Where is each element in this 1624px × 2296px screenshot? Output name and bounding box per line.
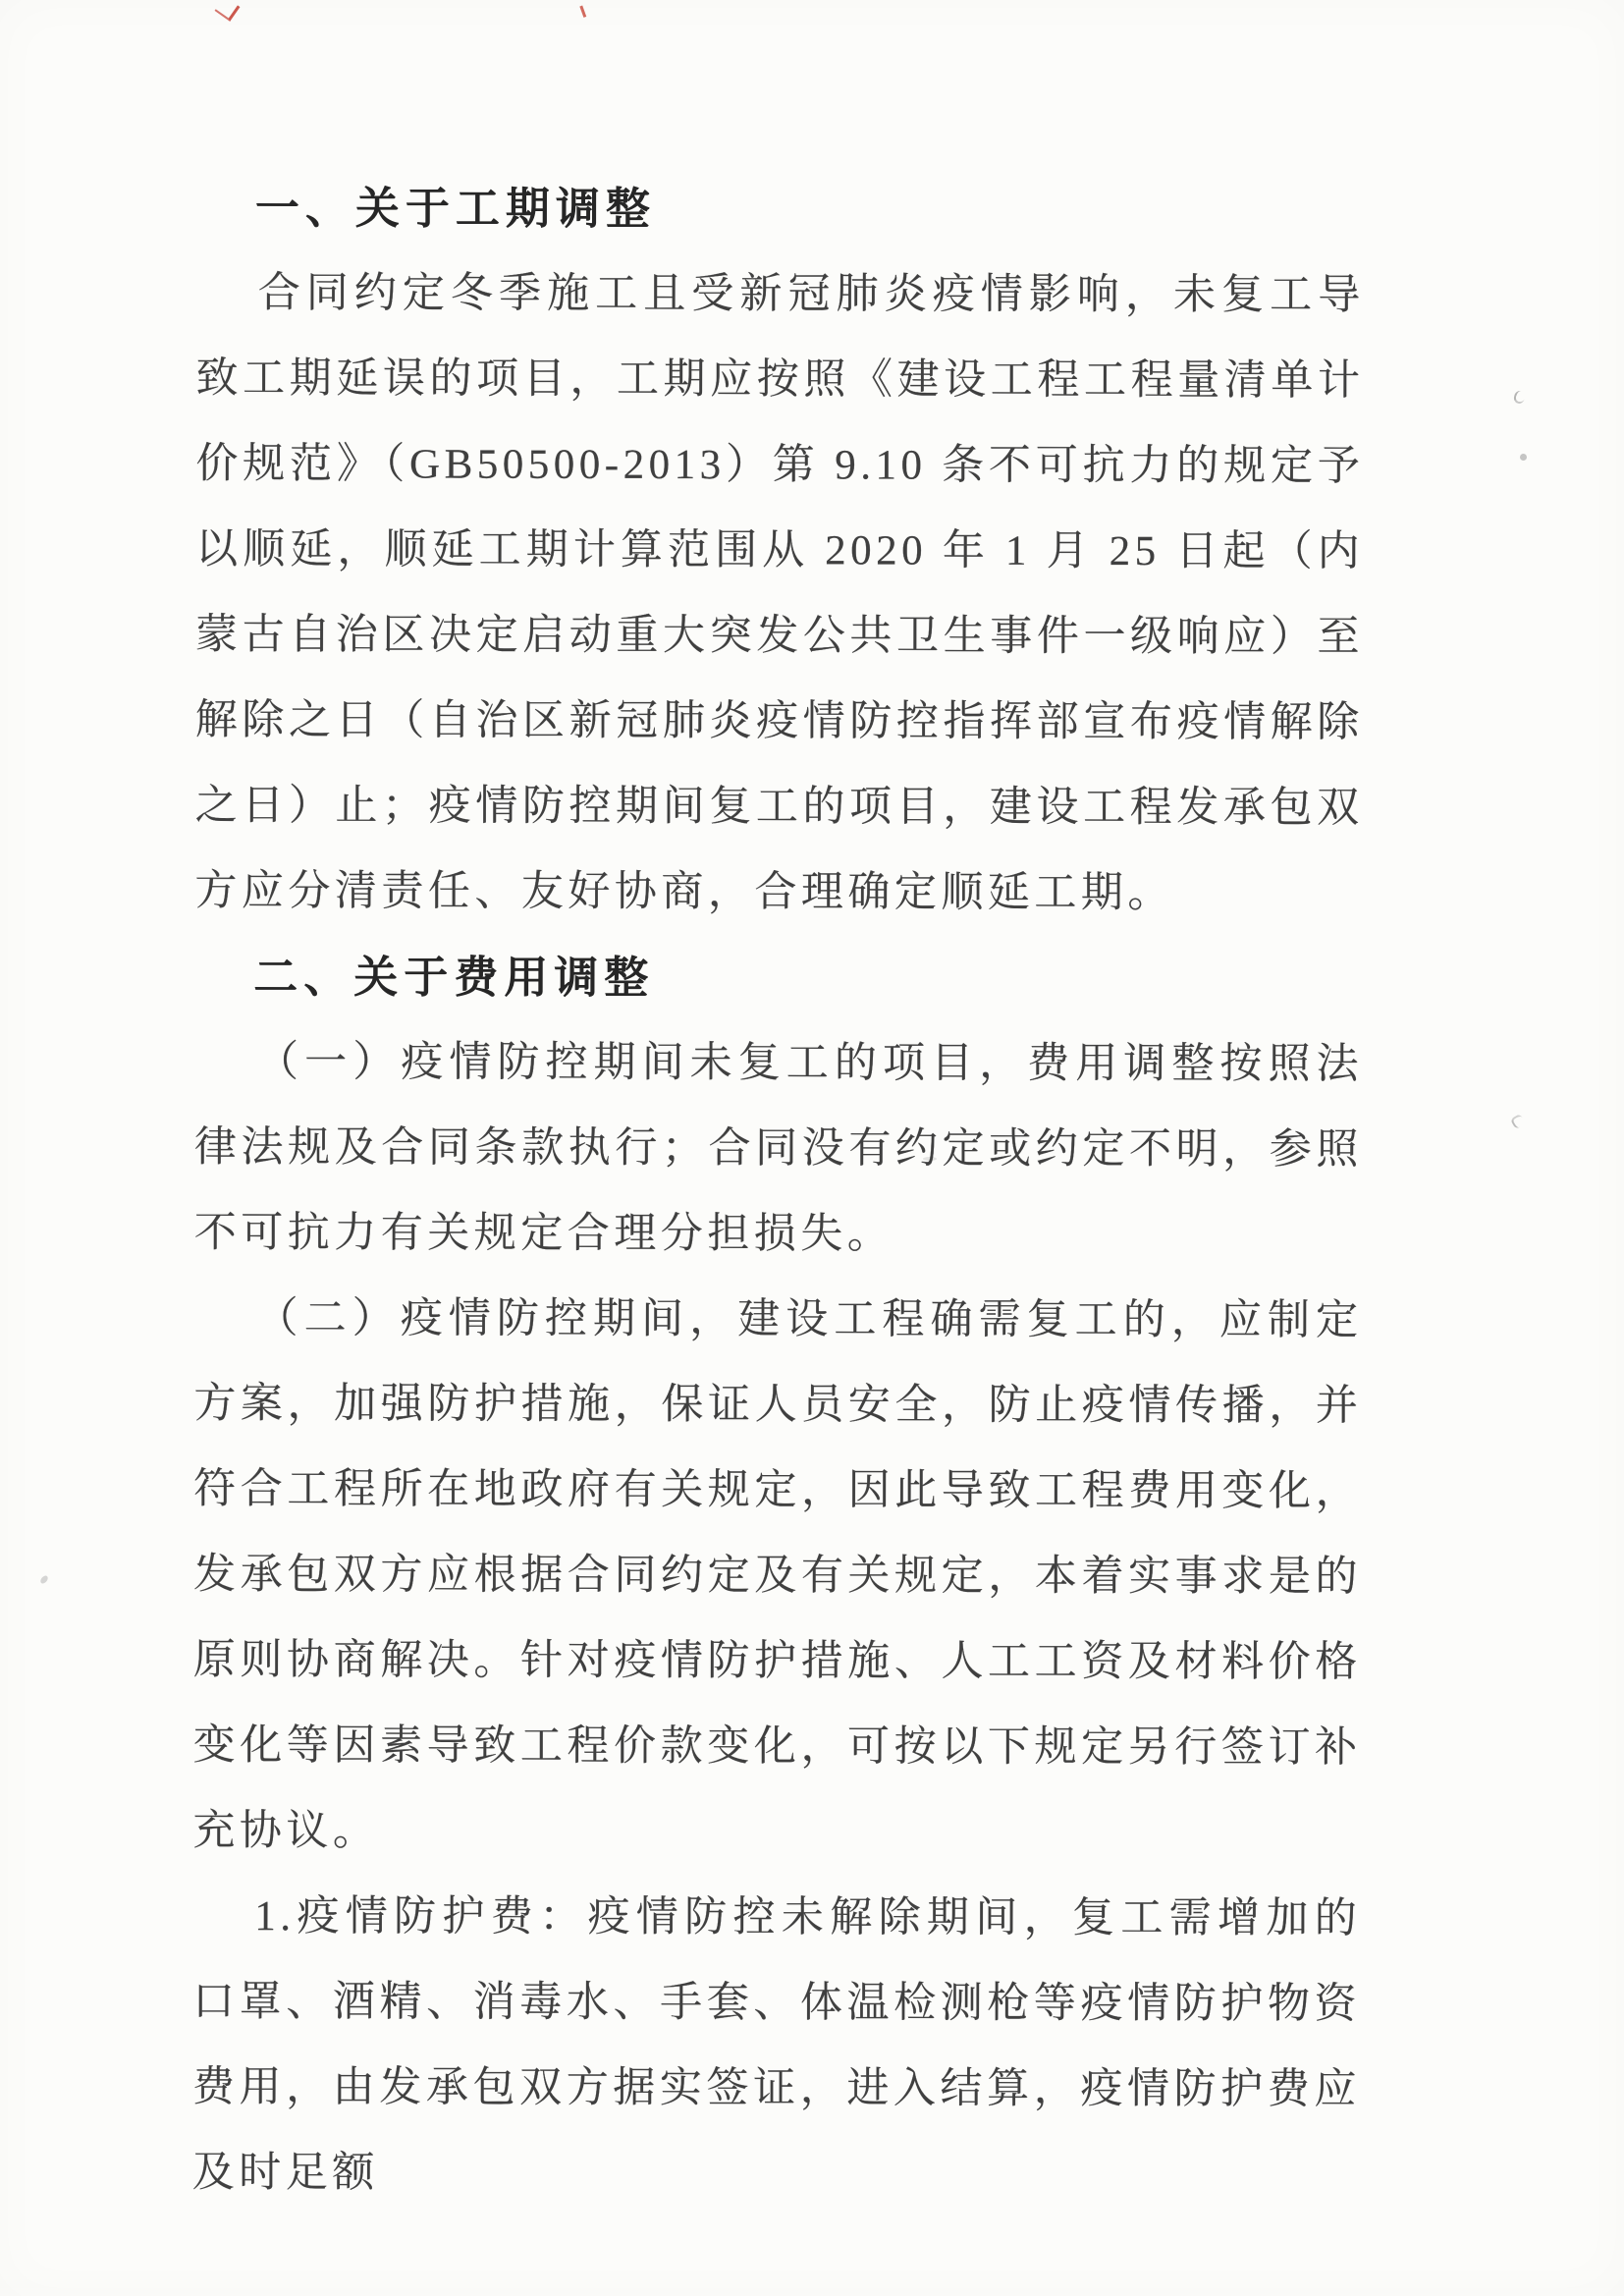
scan-artifact-speck [1513, 390, 1527, 405]
section-schedule-adjustment [194, 165, 1365, 936]
scan-artifact-red-mark [215, 0, 241, 22]
paragraph-cost-clause-1: （一）疫情防控期间未复工的项目，费用调整按照法律法规及合同条款执行；合同没有约定或约定不明，参照不可抗力有关规定合理分担损失。 [193, 1039, 1364, 1258]
section-cost-adjustment [192, 934, 1364, 2217]
scan-artifact-speck [39, 1574, 49, 1585]
scan-artifact-red-mark [579, 2, 595, 18]
scan-artifact-speck [1510, 1114, 1526, 1129]
document-body [192, 165, 1365, 2217]
paragraph-cost-clause-2: （二）疫情防控期间，建设工程确需复工的，应制定方案，加强防护措施，保证人员安全，防止疫情传播，并符合工程所在地政府有关规定，因此导致工程费用变化，发承包双方应根据合同约定及有关规定，本着实事求是的原则协商解决。针对疫情防护措施、人工工资及材料价格变化等因素导致工程价款变化，可按以下规定另行签订补充协议。 [192, 1295, 1363, 1855]
section-heading-schedule-adjustment: 一、关于工期调整 [254, 183, 656, 234]
paragraph-epidemic-protection-fee: 1.疫情防护费：疫情防控未解除期间，复工需增加的口罩、酒精、消毒水、手套、体温检测枪等疫情防护物资费用，由发承包双方据实签证，进入结算，疫情防护费应及时足额 [191, 1893, 1362, 2197]
paragraph-schedule-adjustment: 合同约定冬季施工且受新冠肺炎疫情影响，未复工导致工期延误的项目，工期应按照《建设工程工程量清单计价规范》（GB50500-2013）第 9.10 条不可抗力的规定予以顺延，顺延工期计算范围从 2020 年 1 月 25 日起（内蒙古自治区决定启动重大突发公共卫生事件一级响应）至解除之日（自治区新冠肺炎疫情防控指挥部宣布疫情解除之日）止；疫情防控期间复工的项目，建设工程发承包双方应分清责任、友好协商，合理确定顺延工期。 [194, 270, 1365, 917]
scan-artifact-speck [1520, 454, 1527, 461]
section-heading-cost-adjustment: 二、关于费用调整 [253, 952, 655, 1003]
